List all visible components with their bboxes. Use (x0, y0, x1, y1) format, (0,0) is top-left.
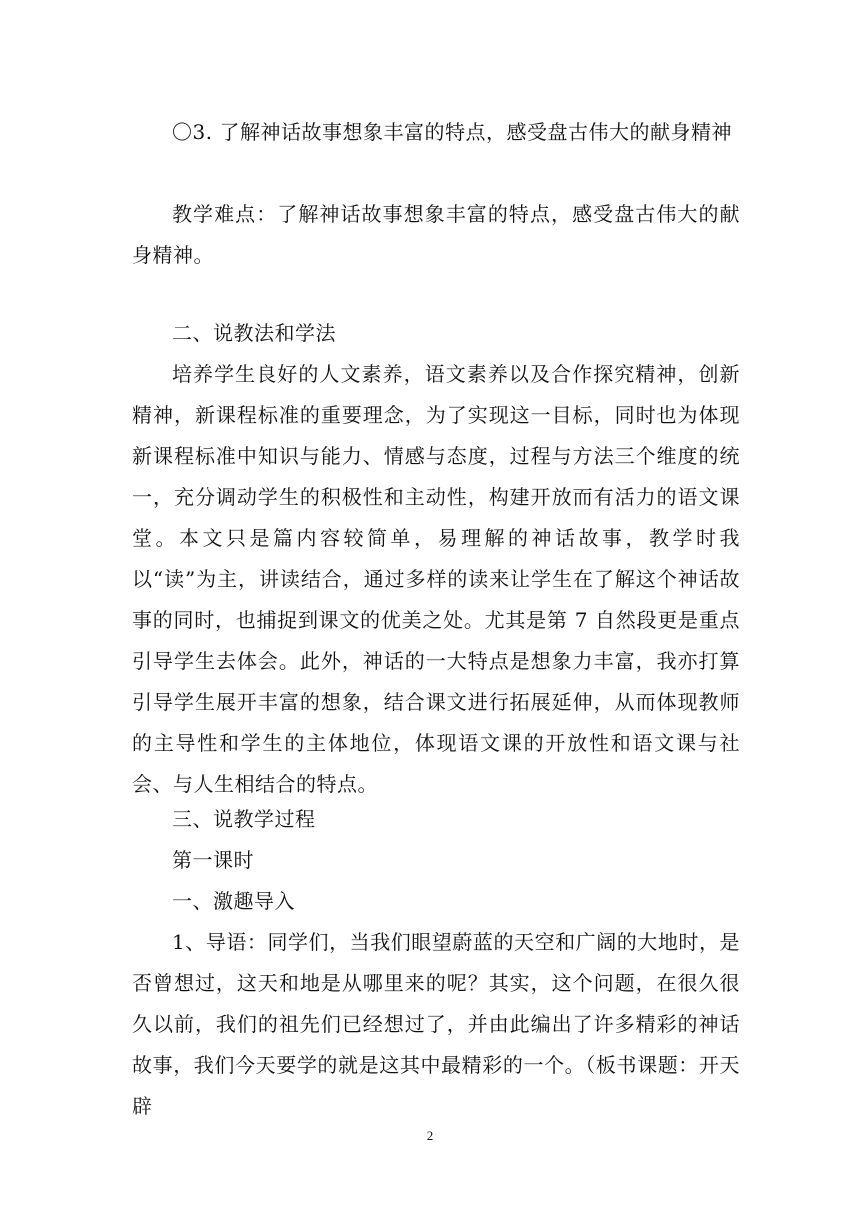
page-number: 2 (426, 1128, 434, 1143)
section-heading-process: 三、说教学过程 (172, 807, 316, 831)
section-heading-methods: 二、说教法和学法 (172, 321, 336, 345)
methods-paragraph: 培养学生良好的人文素养，语文素养以及合作探究精神，创新精神，新课程标准的重要理念，为了实现这一目标，同时也为体现新课程标准中知识与能力、情感与态度，过程与方法三个维度的统一，充分调动学生的积极性和主动性，构建开放而有活力的语文课堂。本文只是篇内容较简单，易理解的神话故事，教学时我以“读”为主，讲读结合，通过多样的读来让学生在了解这个神话故事的同时，也捕捉到课文的优美之处。尤其是第 7 自然段更是重点引导学生去体会。此外，神话的一大特点是想象力丰富，我亦打算引导学生展开丰富的想象，结合课文进行拓展延伸，从而体现教师的主导性和学生的主体地位，体现语文课的开放性和语文课与社会、与人生相结合的特点。 (132, 362, 740, 796)
teaching-difficulty: 教学难点：了解神话故事想象丰富的特点，感受盘古伟大的献身精神。 (132, 202, 740, 267)
objective-3: 〇3. 了解神话故事想象丰富的特点，感受盘古伟大的献身精神 (172, 120, 732, 144)
intro-paragraph: 1、导语：同学们，当我们眼望蔚蓝的天空和广阔的大地时，是否曾想过，这天和地是从哪里来的呢？其实，这个问题，在很久很久以前，我们的祖先们已经想过了，并由此编出了许多精彩的神话故事，我们今天要学的就是这其中最精彩的一个。（板书课题：开天辟 (132, 930, 740, 1118)
lesson-label: 第一课时 (172, 848, 254, 872)
step-heading-intro: 一、激趣导入 (172, 889, 295, 913)
